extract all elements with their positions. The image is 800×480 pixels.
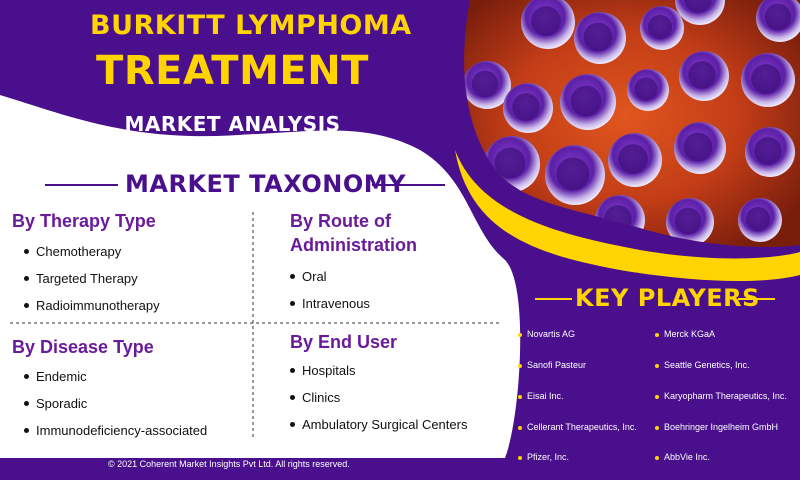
- cell-nucleus: [531, 6, 561, 36]
- route-title-1: By Route of: [290, 211, 391, 231]
- cell-nucleus: [557, 158, 590, 191]
- route-item: Oral: [290, 269, 327, 284]
- disease-title: By Disease Type: [12, 337, 154, 357]
- key-player: Boehringer Ingelheim GmbH: [655, 422, 778, 432]
- key-player: Karyopharm Therapeutics, Inc.: [655, 391, 787, 401]
- disease-item: Endemic: [24, 369, 87, 384]
- cell-nucleus: [584, 23, 613, 52]
- title-line-3: MARKET ANALYSIS: [124, 112, 341, 136]
- cell-nucleus: [765, 4, 791, 30]
- therapy-title: By Therapy Type: [12, 211, 156, 231]
- cell-nucleus: [684, 133, 713, 162]
- key-player: Pfizer, Inc.: [518, 452, 569, 462]
- cell-nucleus: [512, 93, 540, 121]
- therapy-item: Targeted Therapy: [24, 271, 138, 286]
- disease-item: Sporadic: [24, 396, 87, 411]
- key-player: Eisai Inc.: [518, 391, 564, 401]
- key-player: Seattle Genetics, Inc.: [655, 360, 750, 370]
- enduser-title: By End User: [290, 332, 398, 352]
- key-player: Sanofi Pasteur: [518, 360, 586, 370]
- route-title-2: Administration: [290, 235, 418, 255]
- key-player: Novartis AG: [518, 329, 575, 339]
- enduser-item: Clinics: [290, 390, 340, 405]
- enduser-item: Ambulatory Surgical Centers: [290, 417, 467, 432]
- cell-nucleus: [751, 64, 781, 94]
- cell-nucleus: [746, 207, 770, 231]
- enduser-item: Hospitals: [290, 363, 355, 378]
- disease-item: Immunodeficiency-associated: [24, 423, 207, 438]
- key-player: Merck KGaA: [655, 329, 715, 339]
- taxonomy-title: MARKET TAXONOMY: [125, 170, 407, 198]
- cell-nucleus: [675, 208, 701, 234]
- cell-nucleus: [648, 15, 672, 39]
- copyright-text: © 2021 Coherent Market Insights Pvt Ltd. All rights reserved.: [108, 459, 350, 469]
- cell-nucleus: [495, 148, 526, 179]
- key-player: AbbVie Inc.: [655, 452, 710, 462]
- title-line-1: BURKITT LYMPHOMA: [90, 10, 412, 41]
- therapy-item: Radioimmunotherapy: [24, 298, 160, 313]
- route-item: Intravenous: [290, 296, 370, 311]
- cell-nucleus: [472, 71, 498, 97]
- key-players-title: KEY PLAYERS: [575, 284, 760, 312]
- cell-nucleus: [571, 86, 602, 117]
- therapy-item: Chemotherapy: [24, 244, 121, 259]
- key-player: Cellerant Therapeutics, Inc.: [518, 422, 637, 432]
- cell-nucleus: [618, 144, 648, 174]
- cell-nucleus: [688, 61, 716, 89]
- title-line-2: TREATMENT: [96, 48, 369, 94]
- cell-nucleus: [634, 77, 657, 100]
- cell-nucleus: [754, 137, 782, 165]
